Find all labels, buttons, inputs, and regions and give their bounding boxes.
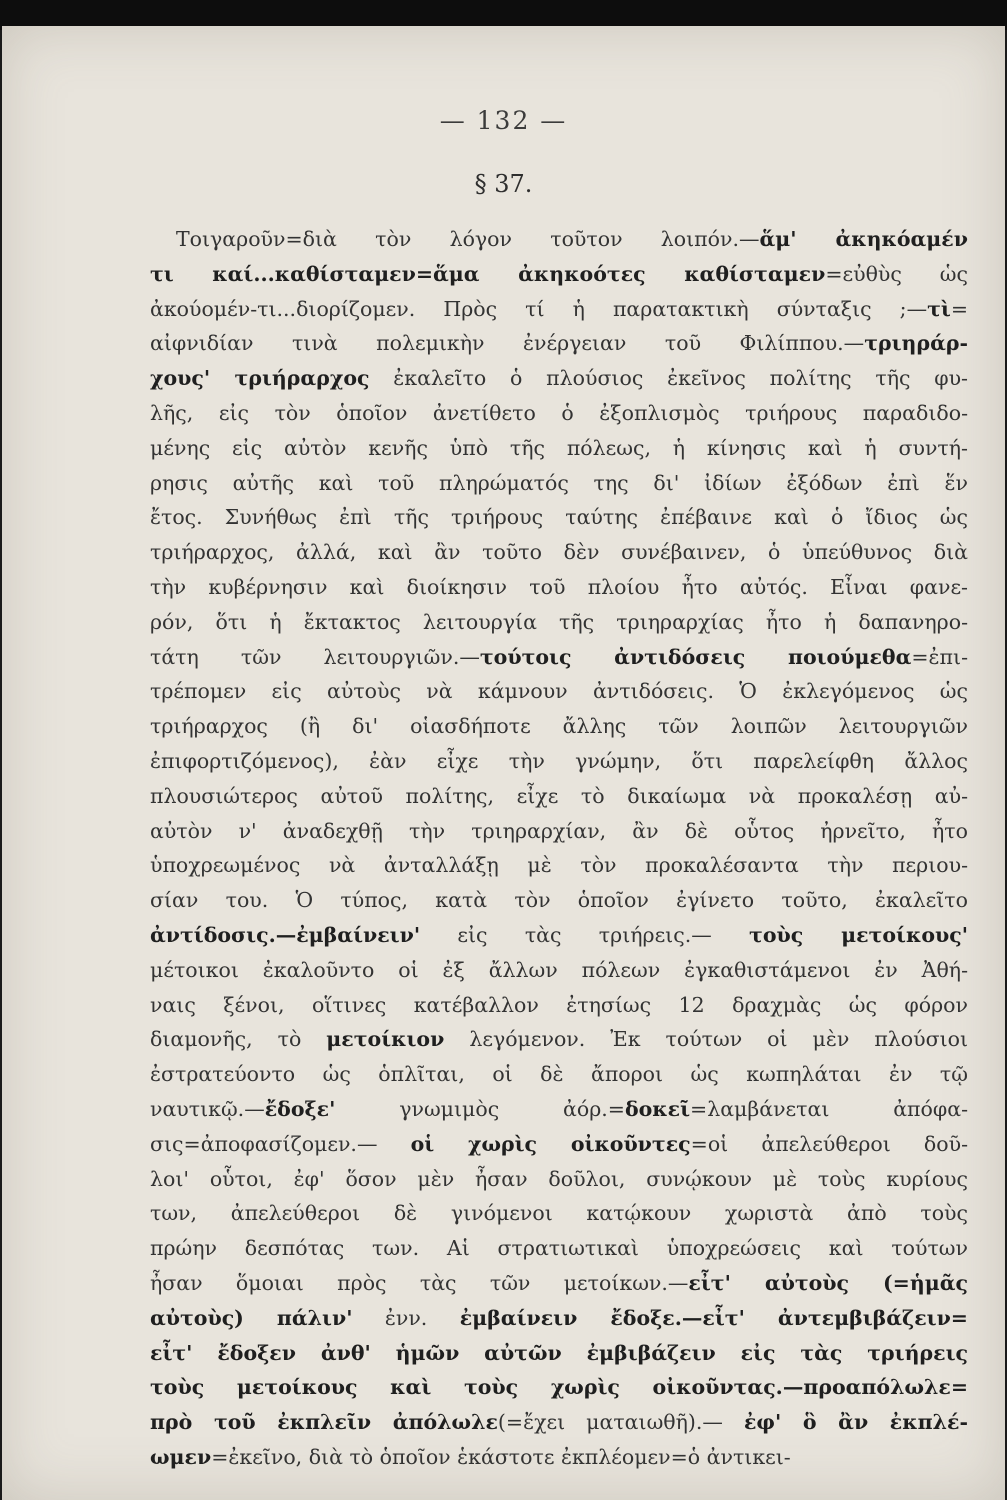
- text-line: [150, 1057, 968, 1092]
- text-run: =οἱ ἀπελεύθεροι δοῦ-: [690, 1131, 968, 1156]
- text-line: [150, 431, 968, 466]
- lemma-bold: ωμεν: [150, 1444, 212, 1469]
- text-run: μέτοικοι ἐκαλοῦντο οἱ ἐξ ἄλλων πόλεων ἐγκαθιστάμενοι ἐν Ἀθή-: [150, 957, 968, 982]
- text-run: =ἐκεῖνο, διὰ τὸ ὁποῖον ἑκάστοτε ἐκπλέομεν=ὁ ἀντικει-: [211, 1444, 791, 1469]
- text-line: [150, 535, 968, 570]
- text-run: ἀκούομέν-τι...διορίζομεν. Πρὸς τί ἡ παρατακτικὴ σύνταξις ;—: [150, 296, 928, 321]
- lemma-bold: τι καί...καθίσταμεν=ἅμα ἀκηκοότες καθίσταμεν: [150, 261, 826, 286]
- text-line: [150, 1405, 968, 1440]
- text-line: [150, 605, 968, 640]
- text-run: =λαμβάνεται ἀπόφα-: [690, 1096, 968, 1121]
- lemma-bold: χους' τριήραρχος: [150, 366, 370, 391]
- text-run: τὴν κυβέρνησιν καὶ διοίκησιν τοῦ πλοίου ἦτο αὐτός. Εἶναι φανε-: [150, 574, 968, 599]
- text-line: [150, 1162, 968, 1197]
- lemma-bold: ἐμβαίνειν ἔδοξε.—εἶτ' ἀντεμβιβάζειν=: [459, 1305, 968, 1330]
- lemma-bold: εἶτ' ἔδοξεν ἀνθ' ἡμῶν αὐτῶν ἐμβιβάζειν εἰς τὰς τριήρεις: [150, 1340, 968, 1365]
- text-run: =: [950, 296, 968, 321]
- text-line: [150, 1301, 968, 1336]
- text-run: ἐπιφορτιζόμενος), ἐὰν εἶχε τὴν γνώμην, ὅτι παρελείφθη ἄλλος: [150, 748, 968, 773]
- lemma-bold: πρὸ τοῦ ἐκπλεῖν ἀπόλωλε: [150, 1410, 498, 1435]
- text-run: ναυτικῷ.—: [150, 1096, 265, 1121]
- text-line: [150, 779, 968, 814]
- lemma-bold: ἔδοξε': [264, 1096, 336, 1121]
- text-run: ναις ξένοι, οἵτινες κατέβαλλον ἐτησίως 12 δραχμὰς ὡς φόρον: [150, 992, 968, 1017]
- lemma-bold: οἱ χωρὶς οἰκοῦντες: [410, 1131, 691, 1156]
- text-run: εἰς τὰς τριήρεις.—: [420, 922, 750, 947]
- text-run: ρόν, ὅτι ἡ ἔκτακτος λειτουργία τῆς τριηραρχίας ἦτο ἡ δαπανηρο-: [150, 609, 968, 634]
- text-run: λοι' οὗτοι, ἐφ' ὅσον μὲν ἦσαν δοῦλοι, συνῴκουν μὲ τοὺς κυρίους: [150, 1166, 968, 1191]
- text-line: [150, 1266, 968, 1301]
- text-run: ἐκαλεῖτο ὁ πλούσιος ἐκεῖνος πολίτης τῆς φυ-: [369, 366, 968, 391]
- text-line: [150, 466, 968, 501]
- text-run: τάτη τῶν λειτουργιῶν.—: [150, 644, 480, 669]
- text-run: πρώην δεσπότας των. Αἱ στρατιωτικαὶ ὑποχρεώσεις καὶ τούτων: [150, 1236, 968, 1261]
- text-run: =εὐθὺς ὡς: [825, 261, 968, 286]
- text-run: σις=ἀποφασίζομεν.—: [150, 1131, 411, 1156]
- text-run: πλουσιώτερος αὐτοῦ πολίτης, εἶχε τὸ δικαίωμα νὰ προκαλέσῃ αὐ-: [150, 783, 968, 808]
- text-line: [150, 1022, 968, 1057]
- text-line: [150, 1196, 968, 1231]
- page-number: — 132 —: [439, 106, 568, 135]
- text-run: των, ἀπελεύθεροι δὲ γινόμενοι κατῴκουν χωριστὰ ἀπὸ τοὺς: [150, 1201, 968, 1226]
- text-run: τρέπομεν εἰς αὐτοὺς νὰ κάμνουν ἀντιδόσεις. Ὁ ἐκλεγόμενος ὡς: [150, 679, 968, 704]
- section-heading: § 37.: [474, 170, 533, 198]
- lemma-bold: εἶτ' αὐτοὺς (=ἡμᾶς: [688, 1270, 968, 1295]
- text-run: ἐνν.: [352, 1305, 460, 1330]
- text-line: [150, 1370, 968, 1405]
- text-run: λεγόμενον. Ἐκ τούτων οἱ μὲν πλούσιοι: [444, 1027, 968, 1052]
- text-line: [150, 1092, 968, 1127]
- text-run: (=ἔχει ματαιωθῆ).—: [497, 1410, 744, 1435]
- lemma-bold: ἀντίδοσις.—ἐμβαίνειν': [150, 922, 421, 947]
- commentary-text: [150, 222, 968, 1475]
- text-line: [150, 292, 968, 327]
- text-line: [150, 257, 968, 292]
- text-line: [150, 883, 968, 918]
- text-run: μένης εἰς αὐτὸν κενῆς ὑπὸ τῆς πόλεως, ἡ κίνησις καὶ ἡ συντή-: [150, 435, 968, 460]
- book-page: [2, 26, 1005, 1500]
- text-line: [150, 570, 968, 605]
- text-line: [150, 1127, 968, 1162]
- text-line: [150, 326, 968, 361]
- text-line: [150, 222, 968, 257]
- text-run: =ἐπι-: [911, 644, 968, 669]
- text-line: [150, 640, 968, 675]
- lemma-bold: τούτοις ἀντιδόσεις ποιούμεθα: [479, 644, 912, 669]
- text-line: [150, 674, 968, 709]
- text-line: [150, 396, 968, 431]
- text-line: [150, 500, 968, 535]
- text-run: γνωμιμὸς ἀόρ.=: [335, 1096, 625, 1121]
- lemma-bold: τριηράρ-: [864, 331, 968, 356]
- text-line: [150, 1231, 968, 1266]
- text-line: [150, 361, 968, 396]
- text-run: σίαν του. Ὁ τύπος, κατὰ τὸν ὁποῖον ἐγίνετο τοῦτο, ἐκαλεῖτο: [150, 888, 968, 913]
- text-line: [150, 744, 968, 779]
- lemma-bold: ἐφ' ὃ ἂν ἐκπλέ-: [743, 1410, 968, 1435]
- text-run: τριήραρχος (ἢ δι' οἱασδήποτε ἄλλης τῶν λοιπῶν λειτουργιῶν: [150, 714, 968, 739]
- text-run: τριήραρχος, ἀλλά, καὶ ἂν τοῦτο δὲν συνέβαινεν, ὁ ὑπεύθυνος διὰ: [150, 540, 968, 565]
- lemma-bold: μετοίκιον: [326, 1027, 445, 1052]
- text-run: Τοιγαροῦν=διὰ τὸν λόγον τοῦτον λοιπόν.—: [176, 227, 760, 251]
- text-line: [150, 709, 968, 744]
- lemma-bold: τοὺς μετοίκους καὶ τοὺς χωρὶς οἰκοῦντας.—προαπόλωλε=: [150, 1375, 968, 1400]
- text-run: λῆς, εἰς τὸν ὁποῖον ἀνετίθετο ὁ ἐξοπλισμὸς τριήρους παραδιδο-: [150, 400, 968, 425]
- lemma-bold: ἅμ' ἀκηκόαμέν: [759, 227, 968, 251]
- text-run: διαμονῆς, τὸ: [150, 1027, 327, 1052]
- text-line: [150, 1440, 968, 1475]
- text-line: [150, 848, 968, 883]
- text-run: ἔτος. Συνήθως ἐπὶ τῆς τριήρους ταύτης ἐπέβαινε καὶ ὁ ἴδιος ὡς: [150, 505, 968, 530]
- lemma-bold: δοκεῖ: [624, 1096, 691, 1121]
- text-run: ἐστρατεύοντο ὡς ὁπλῖται, οἱ δὲ ἄποροι ὡς κωπηλάται ἐν τῷ: [150, 1062, 968, 1087]
- text-line: [150, 918, 968, 953]
- text-run: αὐτὸν ν' ἀναδεχθῇ τὴν τριηραρχίαν, ἂν δὲ οὗτος ἠρνεῖτο, ἦτο: [150, 818, 968, 843]
- lemma-bold: τὶ: [927, 296, 951, 321]
- text-line: [150, 814, 968, 849]
- text-run: ὑποχρεωμένος νὰ ἀνταλλάξῃ μὲ τὸν προκαλέσαντα τὴν περιου-: [150, 853, 968, 878]
- text-line: [150, 988, 968, 1023]
- text-line: [150, 1336, 968, 1371]
- lemma-bold: αὐτοὺς) πάλιν': [150, 1305, 353, 1330]
- lemma-bold: τοὺς μετοίκους': [749, 922, 968, 947]
- text-run: αἰφνιδίαν τινὰ πολεμικὴν ἐνέργειαν τοῦ Φιλίππου.—: [150, 331, 865, 356]
- text-run: ἦσαν ὅμοιαι πρὸς τὰς τῶν μετοίκων.—: [150, 1270, 689, 1295]
- text-run: ρησις αὐτῆς καὶ τοῦ πληρώματός της δι' ἰδίων ἐξόδων ἐπὶ ἕν: [150, 470, 968, 495]
- text-line: [150, 953, 968, 988]
